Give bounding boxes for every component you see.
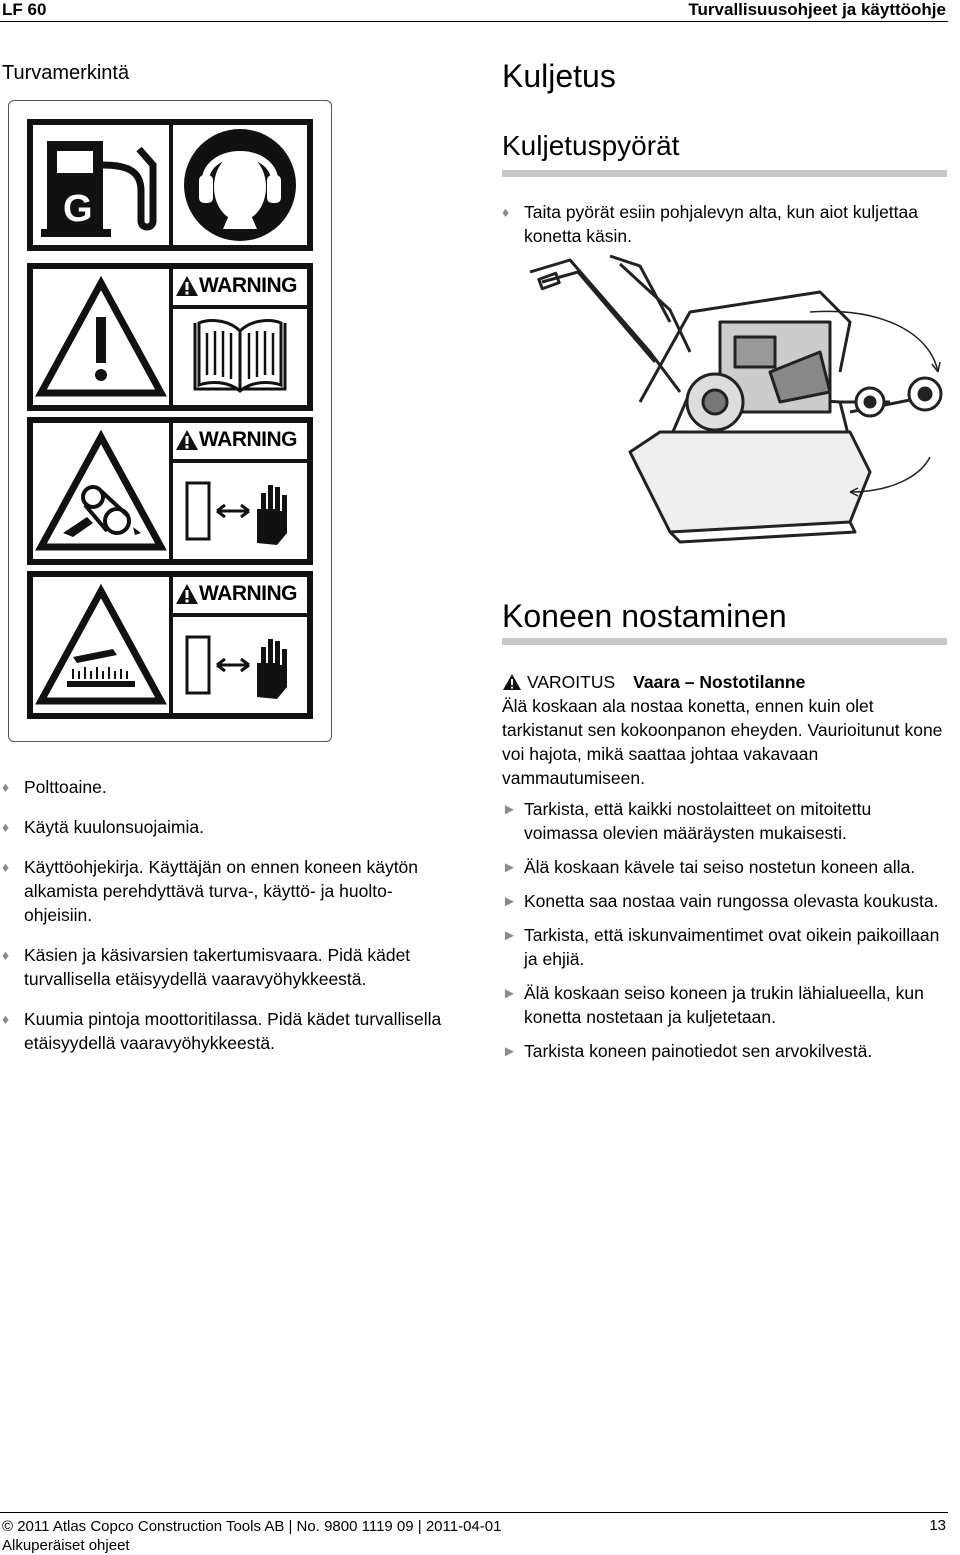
warning-label: VAROITUS: [527, 672, 616, 692]
warning-heading: Vaara – Nostotilanne: [633, 672, 806, 692]
list-item: ♦ Polttoaine.: [2, 777, 107, 797]
warning-triangle-icon: [175, 583, 199, 605]
warning-triangle-icon: [175, 275, 199, 297]
warning-banner-3: [173, 577, 307, 613]
warning-triangle-icon: [502, 673, 522, 691]
label-panel-entanglement: [27, 417, 313, 565]
safety-label-sticker: [8, 100, 332, 742]
manual-cell: [173, 309, 307, 405]
exclamation-triangle-icon: [33, 269, 169, 405]
warning-banner-1: [173, 269, 307, 305]
plate-compactor-illustration: [520, 252, 950, 547]
list-item: ♦ Käsien ja käsivarsien takertumisvaara. Pidä kädet turvallisella etäisyydellä vaaravyöhykkeestä.: [2, 945, 411, 989]
list-item: ► Tarkista koneen painotiedot sen arvokilvestä.: [502, 1039, 948, 1063]
list-item: ► Tarkista, että kaikki nostolaitteet on mitoitettu voimassa olevien määräysten mukaisesti.: [502, 799, 872, 843]
fuel-pump-icon: [33, 125, 169, 245]
label-panel-fuel-ear: [27, 119, 313, 251]
ear-protection-cell: [173, 125, 307, 245]
arrow-bullet-icon: ►: [502, 1043, 517, 1060]
footer-info: [2, 1517, 501, 1555]
read-manual-icon: [173, 309, 307, 405]
hot-surface-icon: [33, 577, 169, 713]
footer-copyright: © 2011 Atlas Copco Construction Tools AB | No. 9800 1119 09 | 2011-04-01: [2, 1518, 502, 1535]
svg-text:G: G: [63, 188, 93, 230]
header-model: LF 60: [2, 0, 47, 19]
header-rule: [0, 21, 948, 22]
general-warning-cell: [33, 269, 169, 405]
arrow-bullet-icon: ►: [502, 859, 517, 876]
arrow-bullet-icon: ►: [502, 893, 517, 910]
label-panel-hot-surface: [27, 571, 313, 719]
lifting-warning: [502, 670, 948, 790]
lifting-steps: [502, 797, 948, 1073]
list-item: ♦ Kuumia pintoja moottoritilassa. Pidä kädet turvallisella etäisyydellä vaaravyöhykkeestä.: [2, 1009, 442, 1053]
footer-original: Alkuperäiset ohjeet: [2, 1537, 130, 1554]
lifting-title: Koneen nostaminen: [502, 598, 787, 634]
footer-rule: [0, 1512, 948, 1513]
arrow-bullet-icon: ►: [502, 985, 517, 1002]
warning-triangle-icon: [175, 429, 199, 451]
label-panel-manual: [27, 263, 313, 411]
list-item: ► Älä koskaan seiso koneen ja trukin lähialueella, kun konetta nostetaan ja kuljetetaan.: [502, 983, 924, 1027]
safety-labels-title: Turvamerkintä: [2, 62, 130, 84]
keep-hands-away-icon: [173, 463, 307, 559]
keep-distance-cell-1: [173, 463, 307, 559]
ear-protection-icon: [173, 125, 307, 245]
warning-banner-text: WARNING: [199, 428, 297, 451]
header-section: Turvallisuusohjeet ja käyttöohje: [688, 0, 946, 19]
section-rule: [502, 638, 947, 645]
entanglement-cell: [33, 423, 169, 559]
diamond-bullet-icon: ♦: [502, 204, 510, 220]
keep-hands-away-icon: [173, 617, 307, 713]
section-rule: [502, 170, 947, 177]
list-item: ► Konetta saa nostaa vain rungossa olevasta koukusta.: [502, 889, 948, 913]
list-item: ♦ Taita pyörät esiin pohjalevyn alta, kun aiot kuljettaa konetta käsin.: [502, 202, 918, 246]
hot-surface-cell: [33, 577, 169, 713]
warning-body: Älä koskaan ala nostaa konetta, ennen kuin olet tarkistanut sen kokoonpanon eheyden. Vaurioitunut kone voi hajota, mikä saattaa johtaa vakavaan vammautumiseen.: [502, 696, 943, 788]
diamond-bullet-icon: ♦: [2, 1011, 10, 1027]
list-item: ► Älä koskaan kävele tai seiso nostetun koneen alla.: [502, 855, 948, 879]
diamond-bullet-icon: ♦: [2, 779, 10, 795]
page-number: 13: [929, 1517, 946, 1534]
list-item: ♦ Käyttöohjekirja. Käyttäjän on ennen koneen käytön alkamista perehdyttävä turva-, käyttö- ja huolto-ohjeisiin.: [2, 857, 419, 925]
warning-heading-row: [502, 670, 948, 694]
fuel-cell: [33, 125, 169, 245]
warning-banner-text: WARNING: [199, 582, 297, 605]
transport-title: Kuljetus: [502, 58, 616, 94]
list-item: ♦ Käytä kuulonsuojaimia.: [2, 817, 204, 837]
arrow-bullet-icon: ►: [502, 801, 517, 818]
arrow-bullet-icon: ►: [502, 927, 517, 944]
diamond-bullet-icon: ♦: [2, 819, 10, 835]
safety-label-list: [2, 775, 452, 1071]
diamond-bullet-icon: ♦: [2, 947, 10, 963]
diamond-bullet-icon: ♦: [2, 859, 10, 875]
warning-banner-text: WARNING: [199, 274, 297, 297]
list-item: ► Tarkista, että iskunvaimentimet ovat oikein paikoillaan ja ehjiä.: [502, 925, 940, 969]
warning-banner-2: [173, 423, 307, 459]
keep-distance-cell-2: [173, 617, 307, 713]
transport-wheels-title: Kuljetuspyörät: [502, 130, 680, 161]
entanglement-hazard-icon: [33, 423, 169, 559]
